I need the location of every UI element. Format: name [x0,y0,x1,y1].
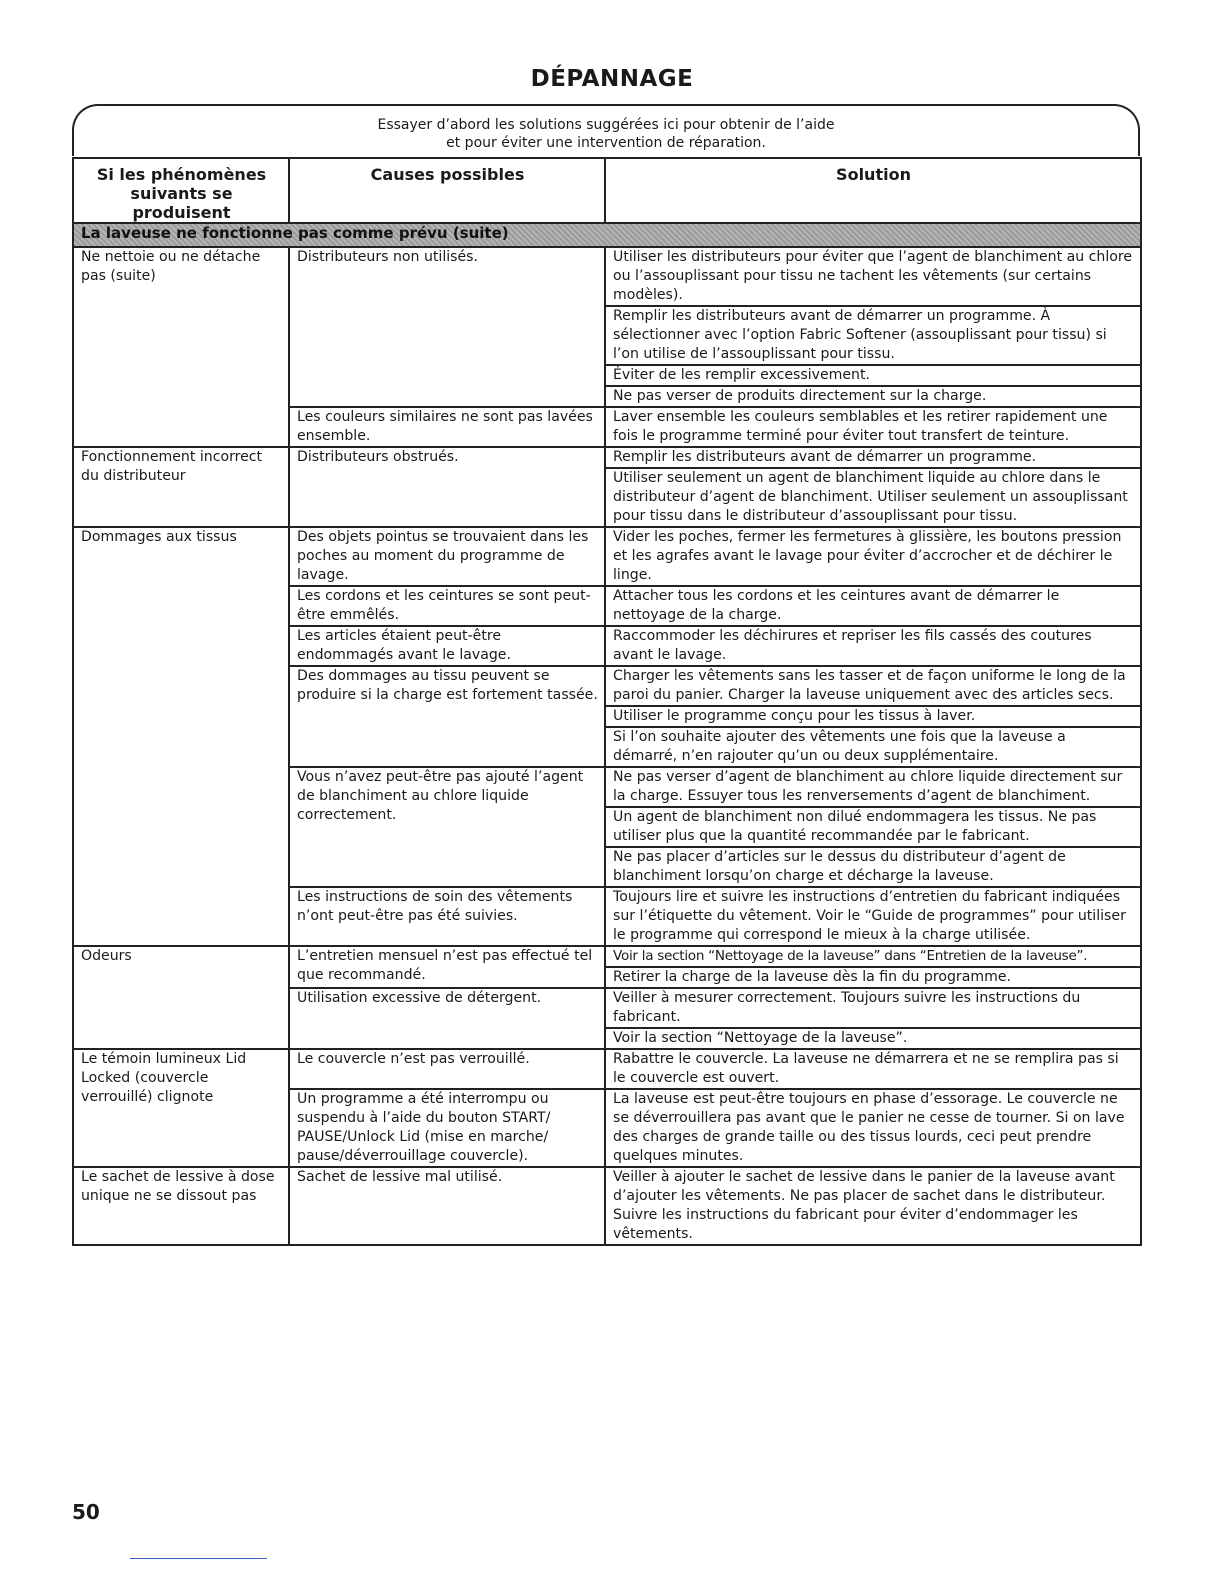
troubleshooting-table [72,157,1142,1246]
solution-cell: Voir la section “Nettoyage de la laveuse” dans “Entretien de la laveuse”. [605,946,1141,967]
solution-cell: Vider les poches, fermer les fermetures à glissière, les boutons pression et les agrafes avant le lavage pour éviter d’accrocher et de déchirer le linge. [605,527,1141,586]
solution-cell: Veiller à mesurer correctement. Toujours suivre les instructions du fabricant. [605,988,1141,1028]
cause-cell: Distributeurs non utilisés. [289,247,605,407]
cause-cell: Les cordons et les ceintures se sont peut-être emmêlés. [289,586,605,626]
cause-cell: Un programme a été interrompu ou suspendu à l’aide du bouton START/ PAUSE/Unlock Lid (mise en marche/ pause/déverrouillage couvercle). [289,1089,605,1167]
section-heading-row [73,223,1141,247]
solution-cell: Charger les vêtements sans les tasser et de façon uniforme le long de la paroi du panier. Charger la laveuse uniquement avec des articles secs. [605,666,1141,706]
intro-text [72,116,1140,152]
solution-cell: Raccommoder les déchirures et repriser les fils cassés des coutures avant le lavage. [605,626,1141,666]
section-heading [73,223,1141,247]
solution-cell: Laver ensemble les couleurs semblables et les retirer rapidement une fois le programme terminé pour éviter tout transfert de teinture. [605,407,1141,447]
solution-cell: Utiliser seulement un agent de blanchiment liquide au chlore dans le distributeur d’agent de blanchiment. Utiliser seulement un assouplissant pour tissu dans le distributeur d’assouplissant pour tissu. [605,468,1141,527]
table-row [73,1167,1141,1245]
cause-cell: Des objets pointus se trouvaient dans les poches au moment du programme de lavage. [289,527,605,586]
solution-cell: Un agent de blanchiment non dilué endommagera les tissus. Ne pas utiliser plus que la quantité recommandée par le fabricant. [605,807,1141,847]
solution-cell: Ne pas placer d’articles sur le dessus du distributeur d’agent de blanchiment lorsqu’on charge et décharge la laveuse. [605,847,1141,887]
problem-cell: Le sachet de lessive à dose unique ne se dissout pas [73,1167,289,1245]
solution-cell: Toujours lire et suivre les instructions d’entretien du fabricant indiquées sur l’étiquette du vêtement. Voir le “Guide de programmes” pour utiliser le programme qui correspond le mieux à la charge utilisée. [605,887,1141,946]
footer-rule [130,1558,267,1559]
solution-cell: Remplir les distributeurs avant de démarrer un programme. [605,447,1141,468]
solution-cell: Voir la section “Nettoyage de la laveuse”. [605,1028,1141,1049]
cause-cell: Le couvercle n’est pas verrouillé. [289,1049,605,1089]
table-row [73,527,1141,586]
table-header-row [73,158,1141,223]
cause-cell: Sachet de lessive mal utilisé. [289,1167,605,1245]
problem-cell: Ne nettoie ou ne détache pas (suite) [73,247,289,447]
solution-cell: Ne pas verser de produits directement sur la charge. [605,386,1141,407]
table-row [73,447,1141,468]
solution-cell: Rabattre le couvercle. La laveuse ne démarrera et ne se remplira pas si le couvercle est ouvert. [605,1049,1141,1089]
table-row [73,247,1141,306]
header-causes: Causes possibles [289,158,605,223]
solution-cell: Remplir les distributeurs avant de démarrer un programme. À sélectionner avec l’option Fabric Softener (assouplissant pour tissu) si l’on utilise de l’assouplissant pour tissu. [605,306,1141,365]
solution-cell: Ne pas verser d’agent de blanchiment au chlore liquide directement sur la charge. Essuyer tous les renversements d’agent de blanchiment. [605,767,1141,807]
cause-cell: Les couleurs similaires ne sont pas lavées ensemble. [289,407,605,447]
table-row [73,946,1141,967]
problem-cell: Dommages aux tissus [73,527,289,946]
solution-cell: Retirer la charge de la laveuse dès la fin du programme. [605,967,1141,988]
cause-cell: Vous n’avez peut-être pas ajouté l’agent de blanchiment au chlore liquide correctement. [289,767,605,887]
header-phenomenes: Si les phénomènes suivants se produisent [73,158,289,223]
problem-cell: Le témoin lumineux Lid Locked (couvercle verrouillé) clignote [73,1049,289,1167]
problem-cell: Fonctionnement incorrect du distributeur [73,447,289,527]
solution-cell: Éviter de les remplir excessivement. [605,365,1141,386]
cause-cell: Distributeurs obstrués. [289,447,605,527]
cause-cell: Utilisation excessive de détergent. [289,988,605,1049]
solution-cell: Utiliser le programme conçu pour les tissus à laver. [605,706,1141,727]
solution-cell: Utiliser les distributeurs pour éviter que l’agent de blanchiment au chlore ou l’assouplissant pour tissu ne tachent les vêtements (sur certains modèles). [605,247,1141,306]
intro-line-2: et pour éviter une intervention de réparation. [446,135,766,151]
solution-cell: Si l’on souhaite ajouter des vêtements une fois que la laveuse a démarré, n’en rajouter qu’un ou deux supplémentaire. [605,727,1141,767]
cause-cell: Les articles étaient peut-être endommagés avant le lavage. [289,626,605,666]
page-number: 50 [72,1500,100,1524]
solution-cell: Veiller à ajouter le sachet de lessive dans le panier de la laveuse avant d’ajouter les vêtements. Ne pas placer de sachet dans le distributeur. Suivre les instructions du fabricant pour éviter d’endommager les vêtements. [605,1167,1141,1245]
table-row [73,1049,1141,1089]
header-solution: Solution [605,158,1141,223]
problem-cell: Odeurs [73,946,289,1049]
page-title: DÉPANNAGE [530,66,694,92]
section-heading-label: La laveuse ne fonctionne pas comme prévu (suite) [81,224,509,242]
cause-cell: Des dommages au tissu peuvent se produire si la charge est fortement tassée. [289,666,605,767]
cause-cell: Les instructions de soin des vêtements n’ont peut-être pas été suivies. [289,887,605,946]
solution-cell: La laveuse est peut-être toujours en phase d’essorage. Le couvercle ne se déverrouillera pas avant que le panier ne cesse de tourner. Si on lave des charges de grande taille ou des tissus lourds, ceci peut prendre quelques minutes. [605,1089,1141,1167]
intro-line-1: Essayer d’abord les solutions suggérées ici pour obtenir de l’aide [377,117,835,133]
cause-cell: L’entretien mensuel n’est pas effectué tel que recommandé. [289,946,605,988]
solution-cell: Attacher tous les cordons et les ceintures avant de démarrer le nettoyage de la charge. [605,586,1141,626]
